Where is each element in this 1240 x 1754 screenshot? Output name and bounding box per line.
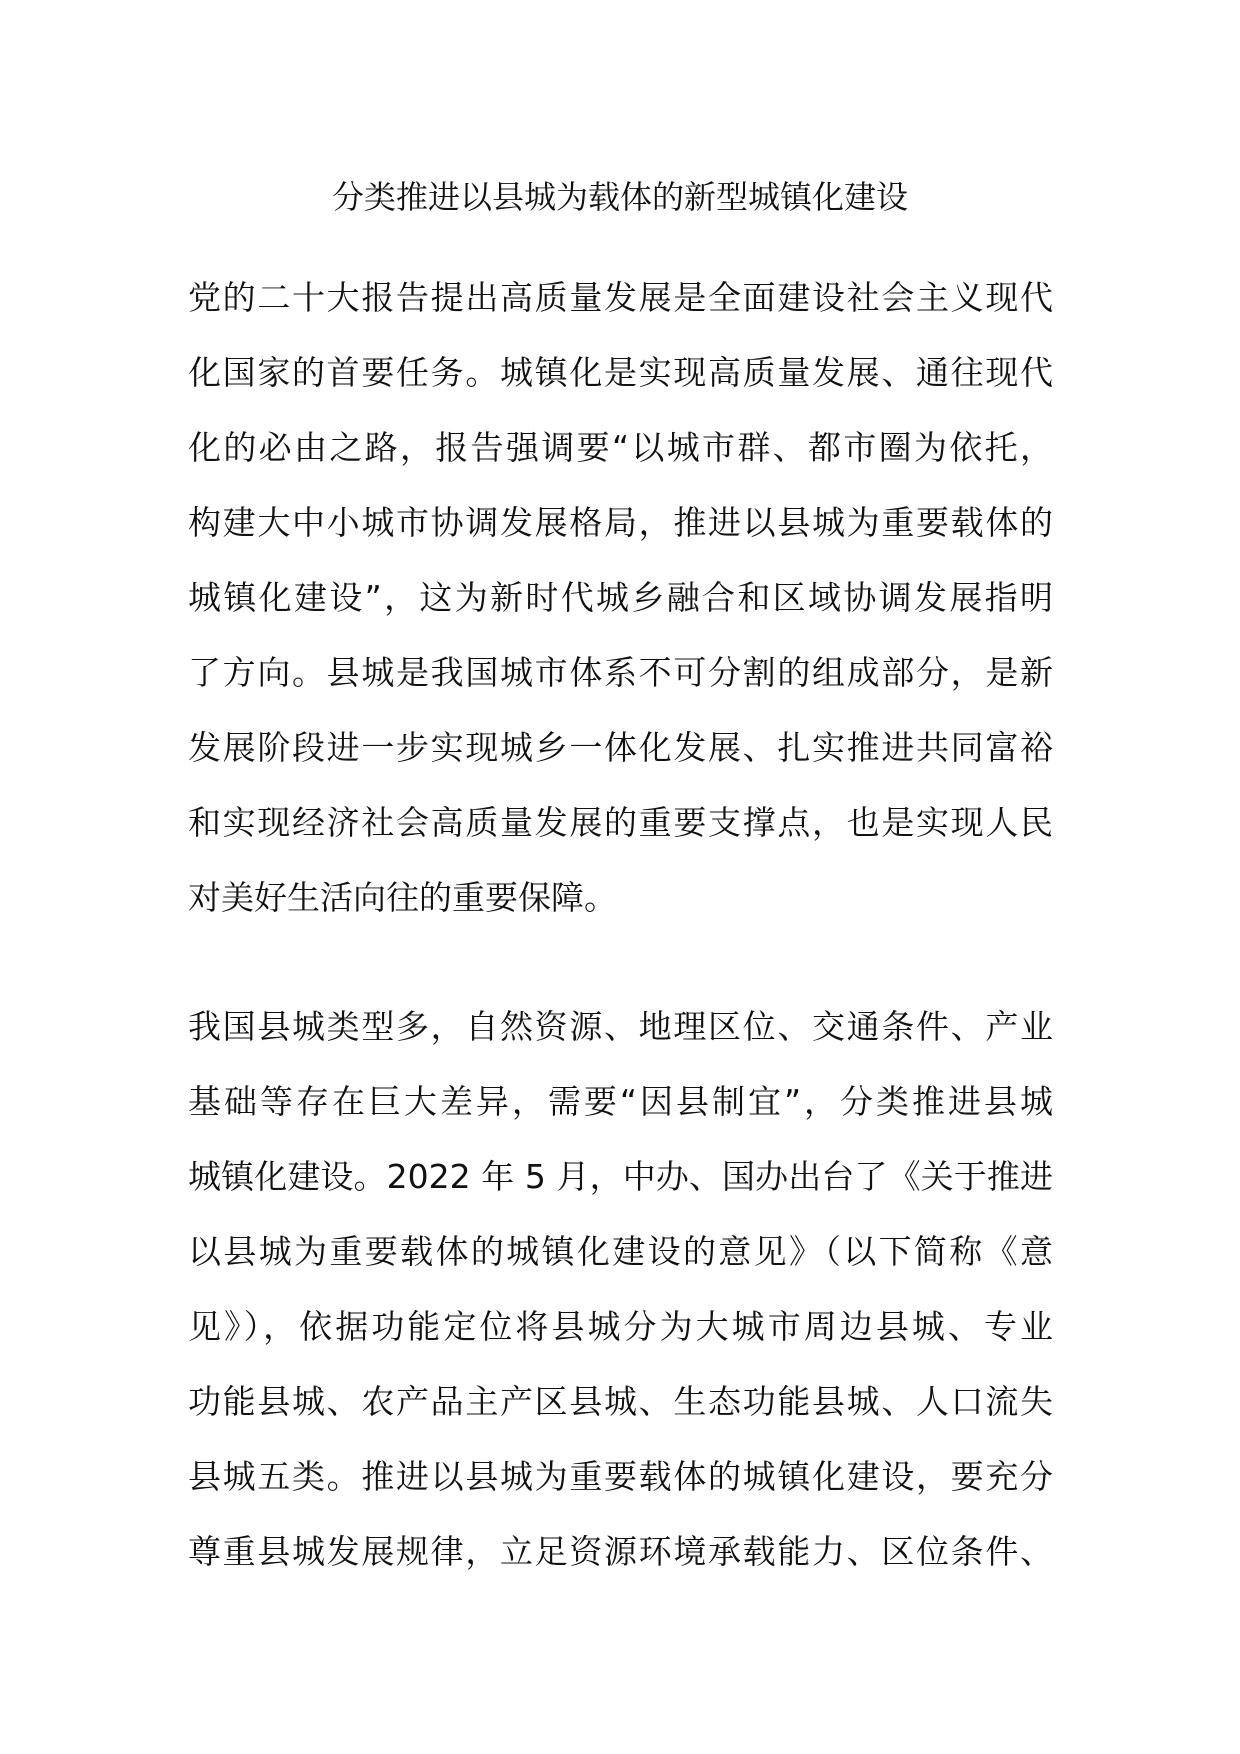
paragraph-1-line-8: 和实现经济社会高质量发展的重要支撑点，也是实现人民 <box>188 803 1053 842</box>
paragraph-1-line-9: 对美好生活向往的重要保障。 <box>188 878 617 917</box>
paragraph-2-line-1: 我国县城类型多，自然资源、地理区位、交通条件、产业 <box>188 1007 1053 1046</box>
paragraph-2-line-8: 尊重县城发展规律，立足资源环境承载能力、区位条件、 <box>188 1532 1053 1571</box>
paragraph-1-line-7: 发展阶段进一步实现城乡一体化发展、扎实推进共同富裕 <box>188 728 1053 767</box>
paragraph-1-line-2: 化国家的首要任务。城镇化是实现高质量发展、通往现代 <box>188 353 1053 392</box>
paragraph-2-line-2: 基础等存在巨大差异，需要“因县制宜”，分类推进县城 <box>188 1082 1053 1121</box>
paragraph-1-line-4: 构建大中小城市协调发展格局，推进以县城为重要载体的 <box>188 503 1053 542</box>
paragraph-2-line-7: 县城五类。推进以县城为重要载体的城镇化建设，要充分 <box>188 1457 1053 1496</box>
paragraph-2-line-3: 城镇化建设。2022 年 5 月，中办、国办出台了《关于推进 <box>188 1157 1053 1196</box>
paragraph-1-line-6: 了方向。县城是我国城市体系不可分割的组成部分，是新 <box>188 653 1053 692</box>
paragraph-1-line-1: 党的二十大报告提出高质量发展是全面建设社会主义现代 <box>188 278 1053 317</box>
paragraph-2 <box>188 989 1053 1589</box>
paragraph-2-line-5: 见》），依据功能定位将县城分为大城市周边县城、专业 <box>188 1307 1053 1346</box>
document-body <box>188 260 1053 1589</box>
paragraph-2-line-4: 以县城为重要载体的城镇化建设的意见》（以下简称《意 <box>188 1232 1053 1271</box>
document-title: 分类推进以县城为载体的新型城镇化建设 <box>331 178 908 216</box>
paragraph-gap <box>188 935 1053 989</box>
paragraph-1-line-5: 城镇化建设”，这为新时代城乡融合和区域协调发展指明 <box>188 578 1053 617</box>
paragraph-2-line-6: 功能县城、农产品主产区县城、生态功能县城、人口流失 <box>188 1382 1053 1421</box>
paragraph-1-line-3: 化的必由之路，报告强调要“以城市群、都市圈为依托， <box>188 428 1053 467</box>
paragraph-1 <box>188 260 1053 935</box>
